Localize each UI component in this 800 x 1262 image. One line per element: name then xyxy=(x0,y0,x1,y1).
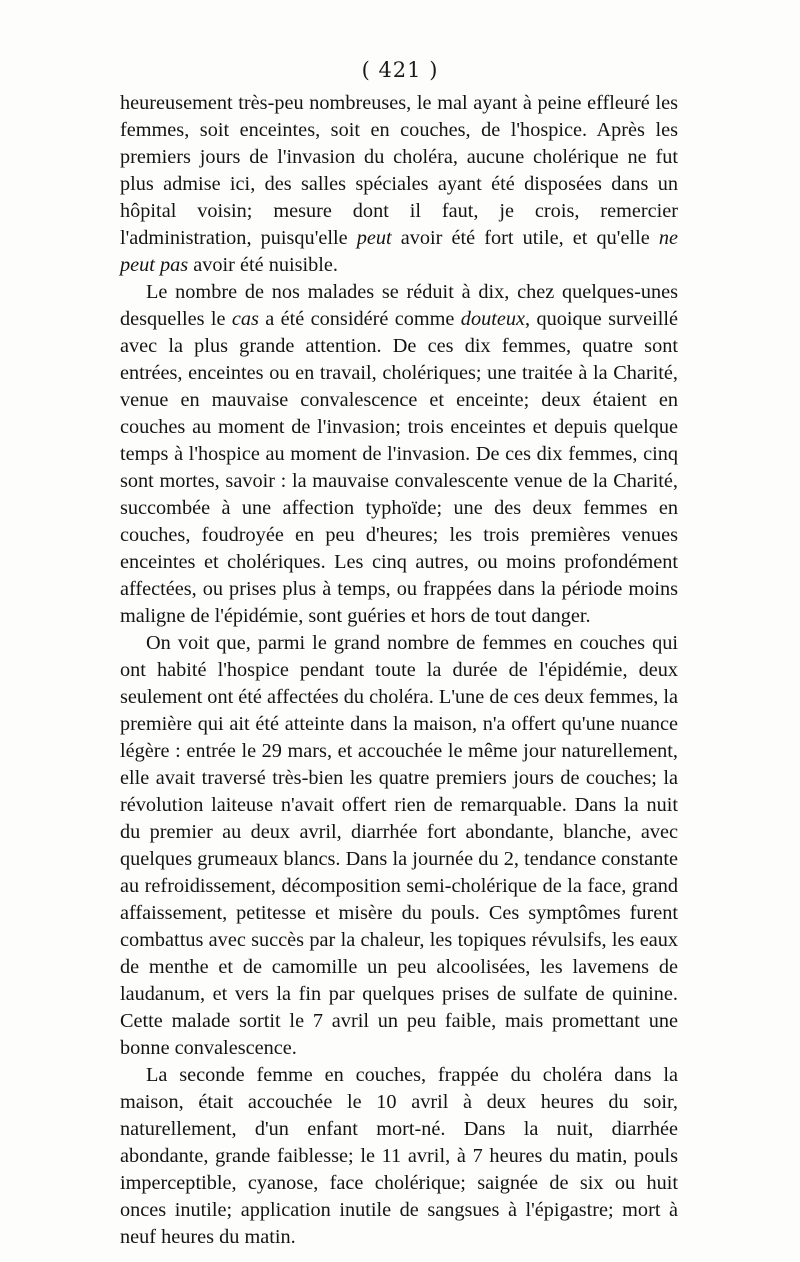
paragraph-4 xyxy=(120,1062,678,1251)
emphasis-douteux: douteux xyxy=(460,308,525,330)
paragraph-1 xyxy=(120,90,678,279)
page-number: ( 421 ) xyxy=(361,58,439,82)
paragraph-2 xyxy=(120,279,678,630)
emphasis-peut: peut xyxy=(356,227,392,249)
text-segment: , quoique surveillé avec la plus grande attention. De ces dix femmes, quatre sont entrées, enceintes ou en travail, cholériques; une traitée à la Charité, venue en mauvaise convalescence et enceinte; deux étaient en couches au moment de l'invasion; trois enceintes et depuis quelque temps à l'hospice au moment de l'invasion. De ces dix femmes, cinq sont mortes, savoir : la mauvaise convalescente venue de la Charité, succombée à une affection typhoïde; une des deux femmes en couches, foudroyée en peu d'heures; les trois premières venues enceintes et cholériques. Les cinq autres, ou moins profondément affectées, ou prises plus à temps, ou frappées dans la période moins maligne de l'épidémie, sont guéries et hors de tout danger. xyxy=(120,308,678,627)
text-segment: La seconde femme en couches, frappée du choléra dans la maison, était accouchée le 10 avril à deux heures du soir, naturellement, d'un enfant mort-né. Dans la nuit, diarrhée abondante, grande faiblesse; le 11 avril, à 7 heures du matin, pouls imperceptible, cyanose, face cholérique; saignée de six ou huit onces inutile; application inutile de sangsues à l'épigastre; mort à neuf heures du matin. xyxy=(120,1064,678,1248)
emphasis-cas: cas xyxy=(231,308,259,330)
text-segment: Le nombre de nos malades se réduit à dix, chez quelques-unes desquelles le xyxy=(120,281,678,330)
body-text xyxy=(120,90,678,1251)
text-segment: avoir été nuisible. xyxy=(188,254,338,276)
text-segment: On voit que, parmi le grand nombre de femmes en couches qui ont habité l'hospice pendant toute la durée de l'épidémie, deux seulement ont été affectées du choléra. L'une de ces deux femmes, la première qui ait été atteinte dans la maison, n'a offert qu'une nuance légère : entrée le 29 mars, et accouchée le même jour naturellement, elle avait traversé très-bien les quatre premiers jours de couches; la révolution laiteuse n'avait offert rien de remarquable. Dans la nuit du premier au deux avril, diarrhée fort abondante, blanche, avec quelques grumeaux blancs. Dans la journée du 2, tendance constante au refroidissement, décomposition semi-cholérique de la face, grand affaissement, petitesse et misère du pouls. Ces symptômes furent combattus avec succès par la chaleur, les topiques révulsifs, les eaux de menthe et de camomille un peu alcoolisées, les lavemens de laudanum, et vers la fin par quelques prises de sulfate de quinine. Cette malade sortit le 7 avril un peu faible, mais promettant une bonne convalescence. xyxy=(120,632,678,1059)
text-segment: heureusement très-peu nombreuses, le mal ayant à peine effleuré les femmes, soit enceintes, soit en couches, de l'hospice. Après les premiers jours de l'invasion du choléra, aucune cholérique ne fut plus admise ici, des salles spéciales ayant été disposées dans un hôpital voisin; mesure dont il faut, je crois, remercier l'administration, puisqu'elle xyxy=(120,92,678,249)
text-segment: a été considéré comme xyxy=(258,308,461,330)
emphasis-ne-peut-pas: ne peut pas xyxy=(120,227,678,276)
text-segment: avoir été fort utile, et qu'elle xyxy=(391,227,659,249)
paragraph-3 xyxy=(120,630,678,1062)
